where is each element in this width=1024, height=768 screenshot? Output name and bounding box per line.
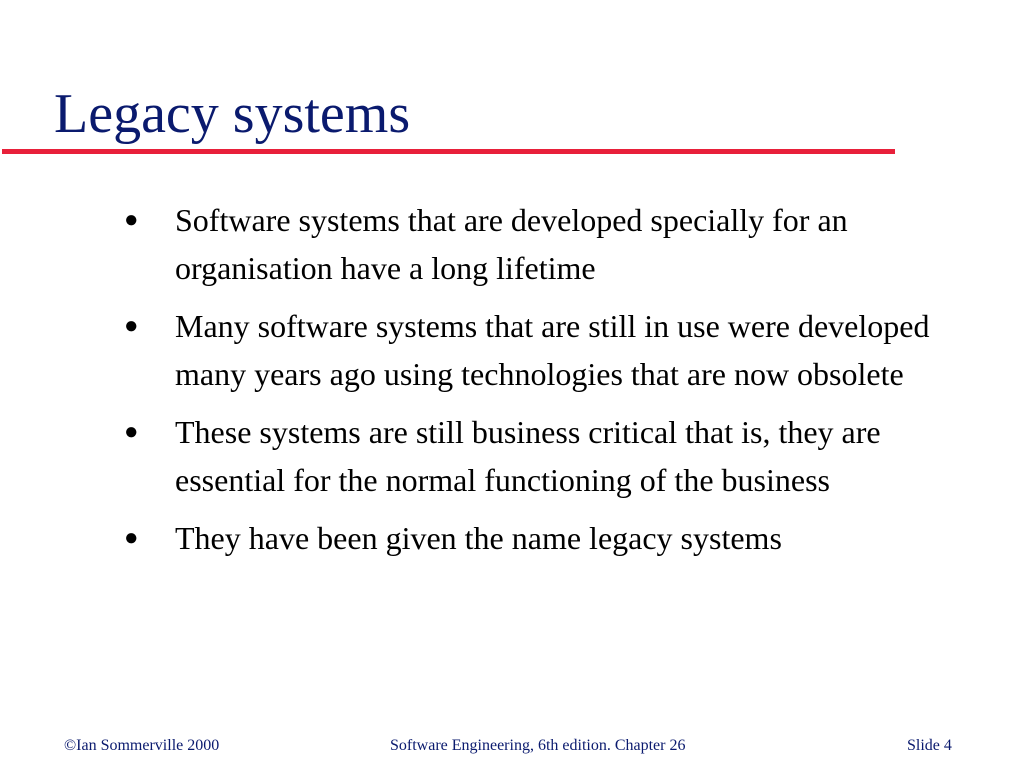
bullet-item (0, 196, 1024, 292)
bullet-list (0, 196, 1024, 572)
slide-title: Legacy systems (54, 83, 411, 145)
bullet-dot-icon: ● (124, 207, 139, 233)
bullet-item (0, 302, 1024, 398)
bullet-dot-icon: ● (124, 525, 139, 551)
bullet-dot-icon: ● (124, 419, 139, 445)
bullet-item (0, 408, 1024, 504)
footer-copyright: ©Ian Sommerville 2000 (64, 737, 220, 754)
title-underline (2, 149, 895, 154)
bullet-text: Many software systems that are still in use were developed many years ago using technologies that are now obsolete (175, 308, 930, 392)
bullet-dot-icon: ● (124, 313, 139, 339)
footer-slide-number: Slide 4 (907, 737, 952, 754)
bullet-text: These systems are still business critical that is, they are essential for the normal functioning of the business (175, 414, 881, 498)
bullet-text: Software systems that are developed specially for an organisation have a long lifetime (175, 202, 848, 286)
footer-book-title: Software Engineering, 6th edition. Chapter 26 (390, 737, 686, 754)
bullet-item (0, 514, 1024, 562)
bullet-text: They have been given the name legacy systems (175, 520, 782, 556)
